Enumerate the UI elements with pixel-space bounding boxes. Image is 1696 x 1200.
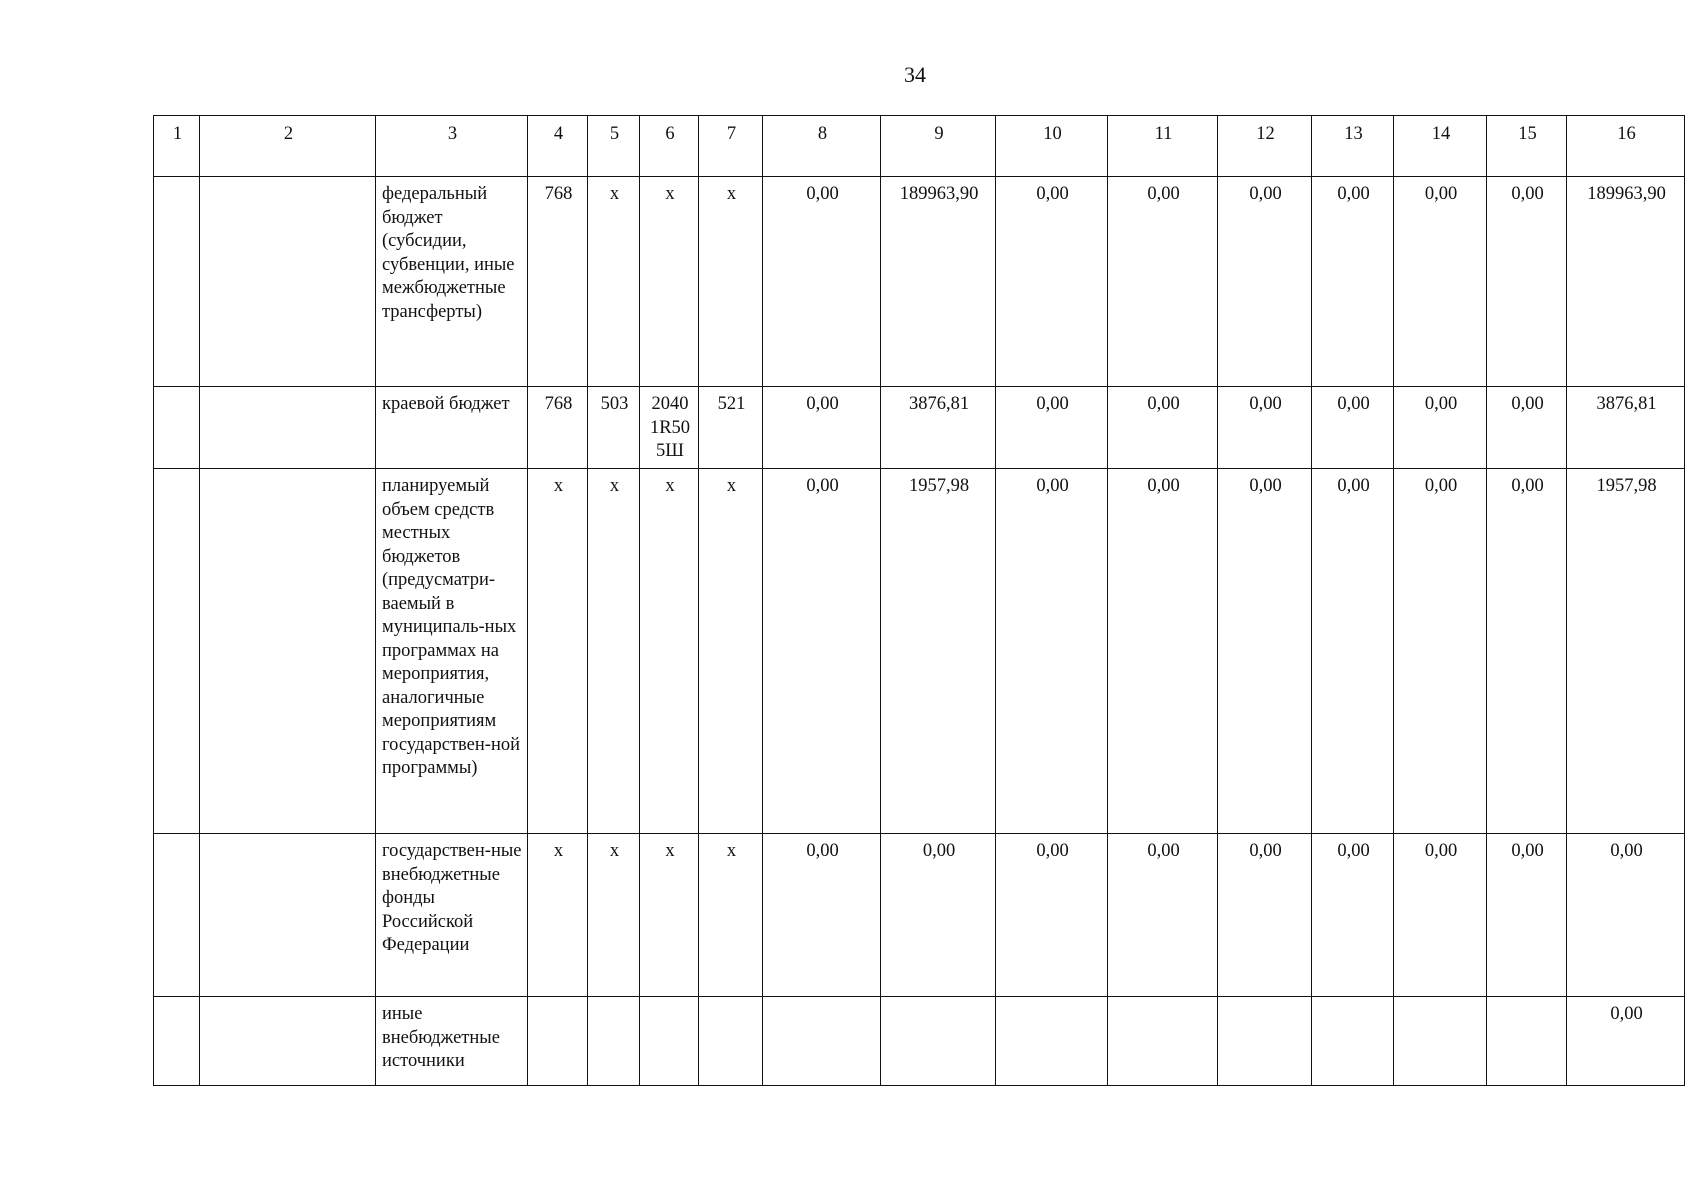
value-cell: 0,00 bbox=[1487, 834, 1567, 997]
total-cell: 0,00 bbox=[1567, 834, 1685, 997]
column-header: 8 bbox=[763, 116, 881, 177]
table-row bbox=[154, 834, 1685, 997]
funding-source-cell: планируемый объем средств местных бюджетов (предусматри-ваемый в муниципаль-ных программах на мероприятия, аналогичные мероприятиям государствен-ной программы) bbox=[376, 469, 528, 834]
code-cell: х bbox=[699, 469, 763, 834]
table-row bbox=[154, 177, 1685, 387]
column-header: 4 bbox=[528, 116, 588, 177]
code-cell: х bbox=[528, 469, 588, 834]
value-cell: 0,00 bbox=[1312, 834, 1394, 997]
column-header: 5 bbox=[588, 116, 640, 177]
total-cell: 1957,98 bbox=[1567, 469, 1685, 834]
column-number-row bbox=[154, 116, 1685, 177]
code-cell: х bbox=[588, 177, 640, 387]
value-cell: 0,00 bbox=[1108, 469, 1218, 834]
value-cell: 0,00 bbox=[1487, 177, 1567, 387]
value-cell: 0,00 bbox=[1108, 177, 1218, 387]
value-cell: 0,00 bbox=[1218, 469, 1312, 834]
funding-source-cell: федеральный бюджет (субсидии, субвенции, иные межбюджетные трансферты) bbox=[376, 177, 528, 387]
column-header: 6 bbox=[640, 116, 699, 177]
code-cell: 2040 1R50 5Ш bbox=[640, 387, 699, 469]
value-cell: 0,00 bbox=[996, 834, 1108, 997]
budget-table bbox=[153, 115, 1685, 1086]
funding-source-cell: государствен-ные внебюджетные фонды Российской Федерации bbox=[376, 834, 528, 997]
value-cell bbox=[763, 997, 881, 1086]
blank-cell bbox=[200, 387, 376, 469]
column-header: 15 bbox=[1487, 116, 1567, 177]
column-header: 12 bbox=[1218, 116, 1312, 177]
blank-cell bbox=[154, 834, 200, 997]
value-cell bbox=[881, 997, 996, 1086]
code-cell: х bbox=[699, 834, 763, 997]
code-cell: х bbox=[699, 177, 763, 387]
value-cell: 0,00 bbox=[1487, 387, 1567, 469]
code-cell bbox=[699, 997, 763, 1086]
code-cell: х bbox=[640, 469, 699, 834]
value-cell: 0,00 bbox=[1394, 177, 1487, 387]
total-cell: 3876,81 bbox=[1567, 387, 1685, 469]
blank-cell bbox=[200, 834, 376, 997]
column-header: 3 bbox=[376, 116, 528, 177]
column-header: 11 bbox=[1108, 116, 1218, 177]
value-cell: 0,00 bbox=[1108, 387, 1218, 469]
value-cell: 0,00 bbox=[1394, 834, 1487, 997]
code-cell: х bbox=[528, 834, 588, 997]
code-cell: 521 bbox=[699, 387, 763, 469]
blank-cell bbox=[200, 469, 376, 834]
column-header: 7 bbox=[699, 116, 763, 177]
value-cell: 0,00 bbox=[1394, 387, 1487, 469]
value-cell bbox=[1312, 997, 1394, 1086]
code-cell: 768 bbox=[528, 177, 588, 387]
column-header: 13 bbox=[1312, 116, 1394, 177]
code-cell bbox=[528, 997, 588, 1086]
blank-cell bbox=[154, 387, 200, 469]
blank-cell bbox=[200, 997, 376, 1086]
code-cell: х bbox=[588, 469, 640, 834]
value-cell: 0,00 bbox=[1312, 469, 1394, 834]
value-cell bbox=[996, 997, 1108, 1086]
total-cell: 189963,90 bbox=[1567, 177, 1685, 387]
value-cell: 0,00 bbox=[1218, 177, 1312, 387]
value-cell bbox=[1487, 997, 1567, 1086]
value-cell bbox=[1218, 997, 1312, 1086]
value-cell: 0,00 bbox=[1487, 469, 1567, 834]
table-row bbox=[154, 387, 1685, 469]
value-cell: 0,00 bbox=[881, 834, 996, 997]
value-cell: 0,00 bbox=[996, 177, 1108, 387]
code-cell bbox=[640, 997, 699, 1086]
value-cell bbox=[1394, 997, 1487, 1086]
code-cell: 503 bbox=[588, 387, 640, 469]
column-header: 2 bbox=[200, 116, 376, 177]
page-number: 34 bbox=[904, 62, 926, 87]
blank-cell bbox=[154, 177, 200, 387]
value-cell: 0,00 bbox=[1218, 387, 1312, 469]
code-cell: х bbox=[588, 834, 640, 997]
blank-cell bbox=[200, 177, 376, 387]
column-header: 10 bbox=[996, 116, 1108, 177]
column-header: 16 bbox=[1567, 116, 1685, 177]
table-row bbox=[154, 469, 1685, 834]
blank-cell bbox=[154, 469, 200, 834]
code-cell: 768 bbox=[528, 387, 588, 469]
column-header: 14 bbox=[1394, 116, 1487, 177]
value-cell: 0,00 bbox=[1312, 177, 1394, 387]
funding-source-cell: иные внебюджетные источники bbox=[376, 997, 528, 1086]
column-header: 9 bbox=[881, 116, 996, 177]
value-cell: 0,00 bbox=[1108, 834, 1218, 997]
table-row bbox=[154, 997, 1685, 1086]
value-cell: 0,00 bbox=[763, 469, 881, 834]
value-cell: 0,00 bbox=[763, 177, 881, 387]
column-header: 1 bbox=[154, 116, 200, 177]
value-cell: 0,00 bbox=[763, 387, 881, 469]
value-cell: 0,00 bbox=[996, 387, 1108, 469]
blank-cell bbox=[154, 997, 200, 1086]
value-cell: 0,00 bbox=[1312, 387, 1394, 469]
value-cell: 3876,81 bbox=[881, 387, 996, 469]
value-cell: 0,00 bbox=[1218, 834, 1312, 997]
value-cell: 0,00 bbox=[996, 469, 1108, 834]
code-cell bbox=[588, 997, 640, 1086]
funding-source-cell: краевой бюджет bbox=[376, 387, 528, 469]
code-cell: х bbox=[640, 834, 699, 997]
value-cell bbox=[1108, 997, 1218, 1086]
value-cell: 0,00 bbox=[1394, 469, 1487, 834]
total-cell: 0,00 bbox=[1567, 997, 1685, 1086]
value-cell: 0,00 bbox=[763, 834, 881, 997]
code-cell: х bbox=[640, 177, 699, 387]
value-cell: 1957,98 bbox=[881, 469, 996, 834]
value-cell: 189963,90 bbox=[881, 177, 996, 387]
